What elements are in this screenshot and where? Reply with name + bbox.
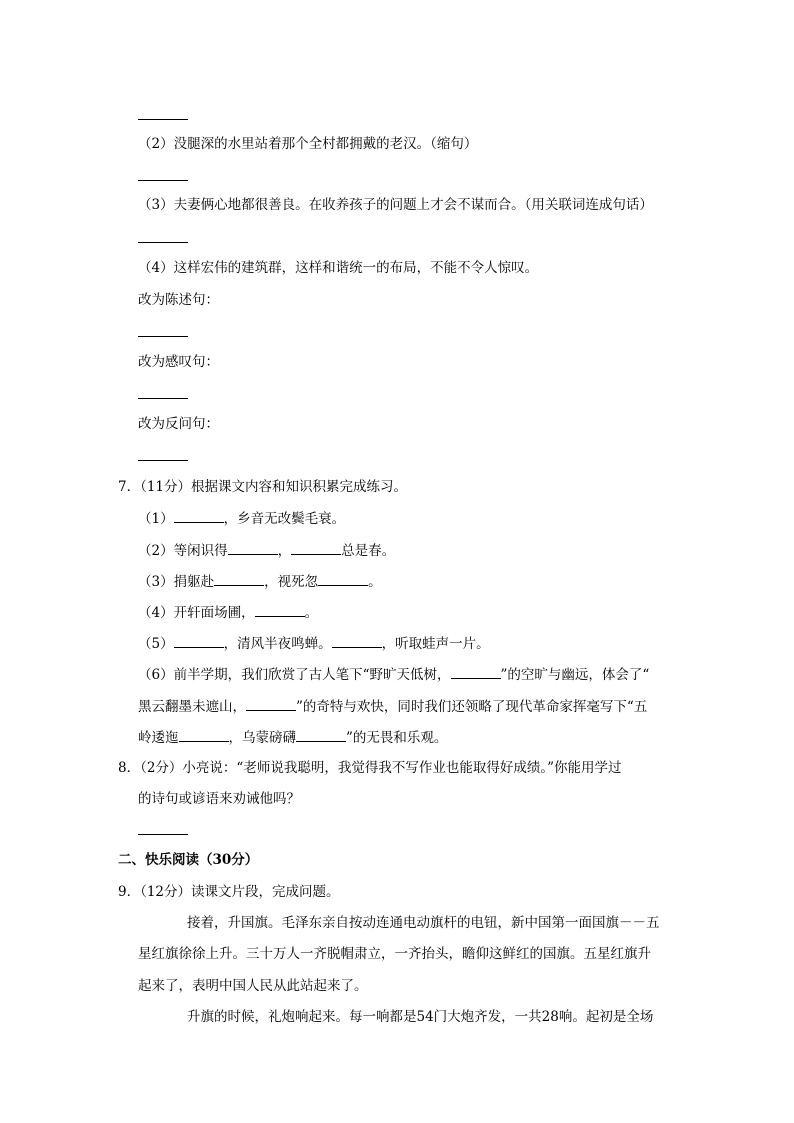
answer-blank[interactable] xyxy=(255,602,305,617)
poem-text: （2）等闲识得 xyxy=(138,543,228,559)
answer-blank[interactable] xyxy=(174,508,224,523)
q7-item-6-line-2 xyxy=(138,696,647,717)
poem-text: ”的无畏和乐观。 xyxy=(346,730,448,746)
answer-blank[interactable] xyxy=(332,633,382,648)
q9-stem: 9．（12分）读课文片段，完成问题。 xyxy=(118,884,340,900)
poem-text: ”的空旷与幽远，体会了“ xyxy=(500,667,650,683)
answer-blank[interactable] xyxy=(451,664,501,679)
answer-blank[interactable] xyxy=(214,571,264,586)
answer-blank[interactable] xyxy=(291,540,341,555)
q7-item-6-line-1 xyxy=(138,664,649,685)
answer-blank[interactable] xyxy=(174,633,224,648)
q6-sentence-4: （4）这样宏伟的建筑群，这样和谐统一的布局，不能不令人惊叹。 xyxy=(138,260,539,276)
answer-blank[interactable] xyxy=(138,460,188,461)
poem-text: ，视死忽 xyxy=(264,574,319,590)
answer-blank[interactable] xyxy=(296,727,346,742)
answer-blank[interactable] xyxy=(246,696,296,711)
poem-text: ，乌蒙磅礴 xyxy=(228,730,296,746)
poem-text: ，乡音无改鬓毛衰。 xyxy=(223,511,346,527)
q7-item-6-line-3 xyxy=(138,727,447,748)
answer-blank[interactable] xyxy=(138,180,188,181)
q7-item-3 xyxy=(138,571,382,592)
answer-blank[interactable] xyxy=(138,119,188,120)
q6-sentence-2: （2）没腿深的水里站着那个全村都拥戴的老汉。（缩句） xyxy=(138,136,478,152)
q8-stem-line-1: 8．（2分）小亮说：“老师说我聪明，我觉得我不写作业也能取得好成绩。”你能用学过 xyxy=(118,760,622,776)
q6-rhetorical-label: 改为反问句： xyxy=(138,416,219,432)
q6-exclamatory-label: 改为感叹句： xyxy=(138,354,219,370)
item-number: （1） xyxy=(138,511,174,527)
poem-text: ， xyxy=(277,543,292,559)
poem-text: （4）开轩面场圃， xyxy=(138,605,255,621)
q7-item-1 xyxy=(138,508,345,529)
answer-blank[interactable] xyxy=(138,398,188,399)
q7-item-4 xyxy=(138,602,318,623)
passage-line: 起来了，表明中国人民从此站起来了。 xyxy=(138,978,368,994)
poem-text: （6）前半学期，我们欣赏了古人笔下“野旷天低树， xyxy=(138,667,451,683)
passage-line: 星红旗徐徐上升。三十万人一齐脱帽肃立，一齐抬头，瞻仰这鲜红的国旗。五星红旗升 xyxy=(138,946,651,962)
answer-blank[interactable] xyxy=(179,727,229,742)
answer-blank[interactable] xyxy=(138,336,188,337)
poem-text: ，听取蛙声一片。 xyxy=(381,636,490,652)
item-number: （5） xyxy=(138,636,174,652)
answer-blank[interactable] xyxy=(228,540,278,555)
poem-text: 总是春。 xyxy=(341,543,396,559)
q7-stem: 7．（11分）根据课文内容和知识积累完成练习。 xyxy=(118,479,408,495)
answer-blank[interactable] xyxy=(318,571,368,586)
q8-stem-line-2: 的诗句或谚语来劝诫他吗？ xyxy=(138,791,300,807)
q6-sentence-3: （3）夫妻俩心地都很善良。在收养孩子的问题上才会不谋而合。（用关联词连成句话） xyxy=(138,197,653,213)
section-title: 二、快乐阅读（30分） xyxy=(118,852,259,868)
poem-text: 。 xyxy=(304,605,319,621)
poem-text: （3）捐躯赴 xyxy=(138,574,215,590)
poem-text: ”的奇特与欢快，同时我们还领略了现代革命家挥毫写下“五 xyxy=(296,699,648,715)
poem-text: 岭逶迤 xyxy=(138,730,179,746)
answer-blank[interactable] xyxy=(138,242,188,243)
poem-text: 黑云翻墨未遮山， xyxy=(138,699,246,715)
passage-line: 接着，升国旗。毛泽东亲自按动连通电动旗杆的电钮，新中国第一面国旗－－五 xyxy=(187,915,660,931)
q6-declarative-label: 改为陈述句： xyxy=(138,292,219,308)
passage-line: 升旗的时候，礼炮响起来。每一响都是54门大炮齐发，一共28响。起初是全场 xyxy=(187,1009,654,1025)
answer-blank[interactable] xyxy=(138,834,188,835)
q7-item-5 xyxy=(138,633,490,654)
poem-text: ，清风半夜鸣蝉。 xyxy=(223,636,332,652)
poem-text: 。 xyxy=(368,574,382,590)
q7-item-2 xyxy=(138,540,395,561)
